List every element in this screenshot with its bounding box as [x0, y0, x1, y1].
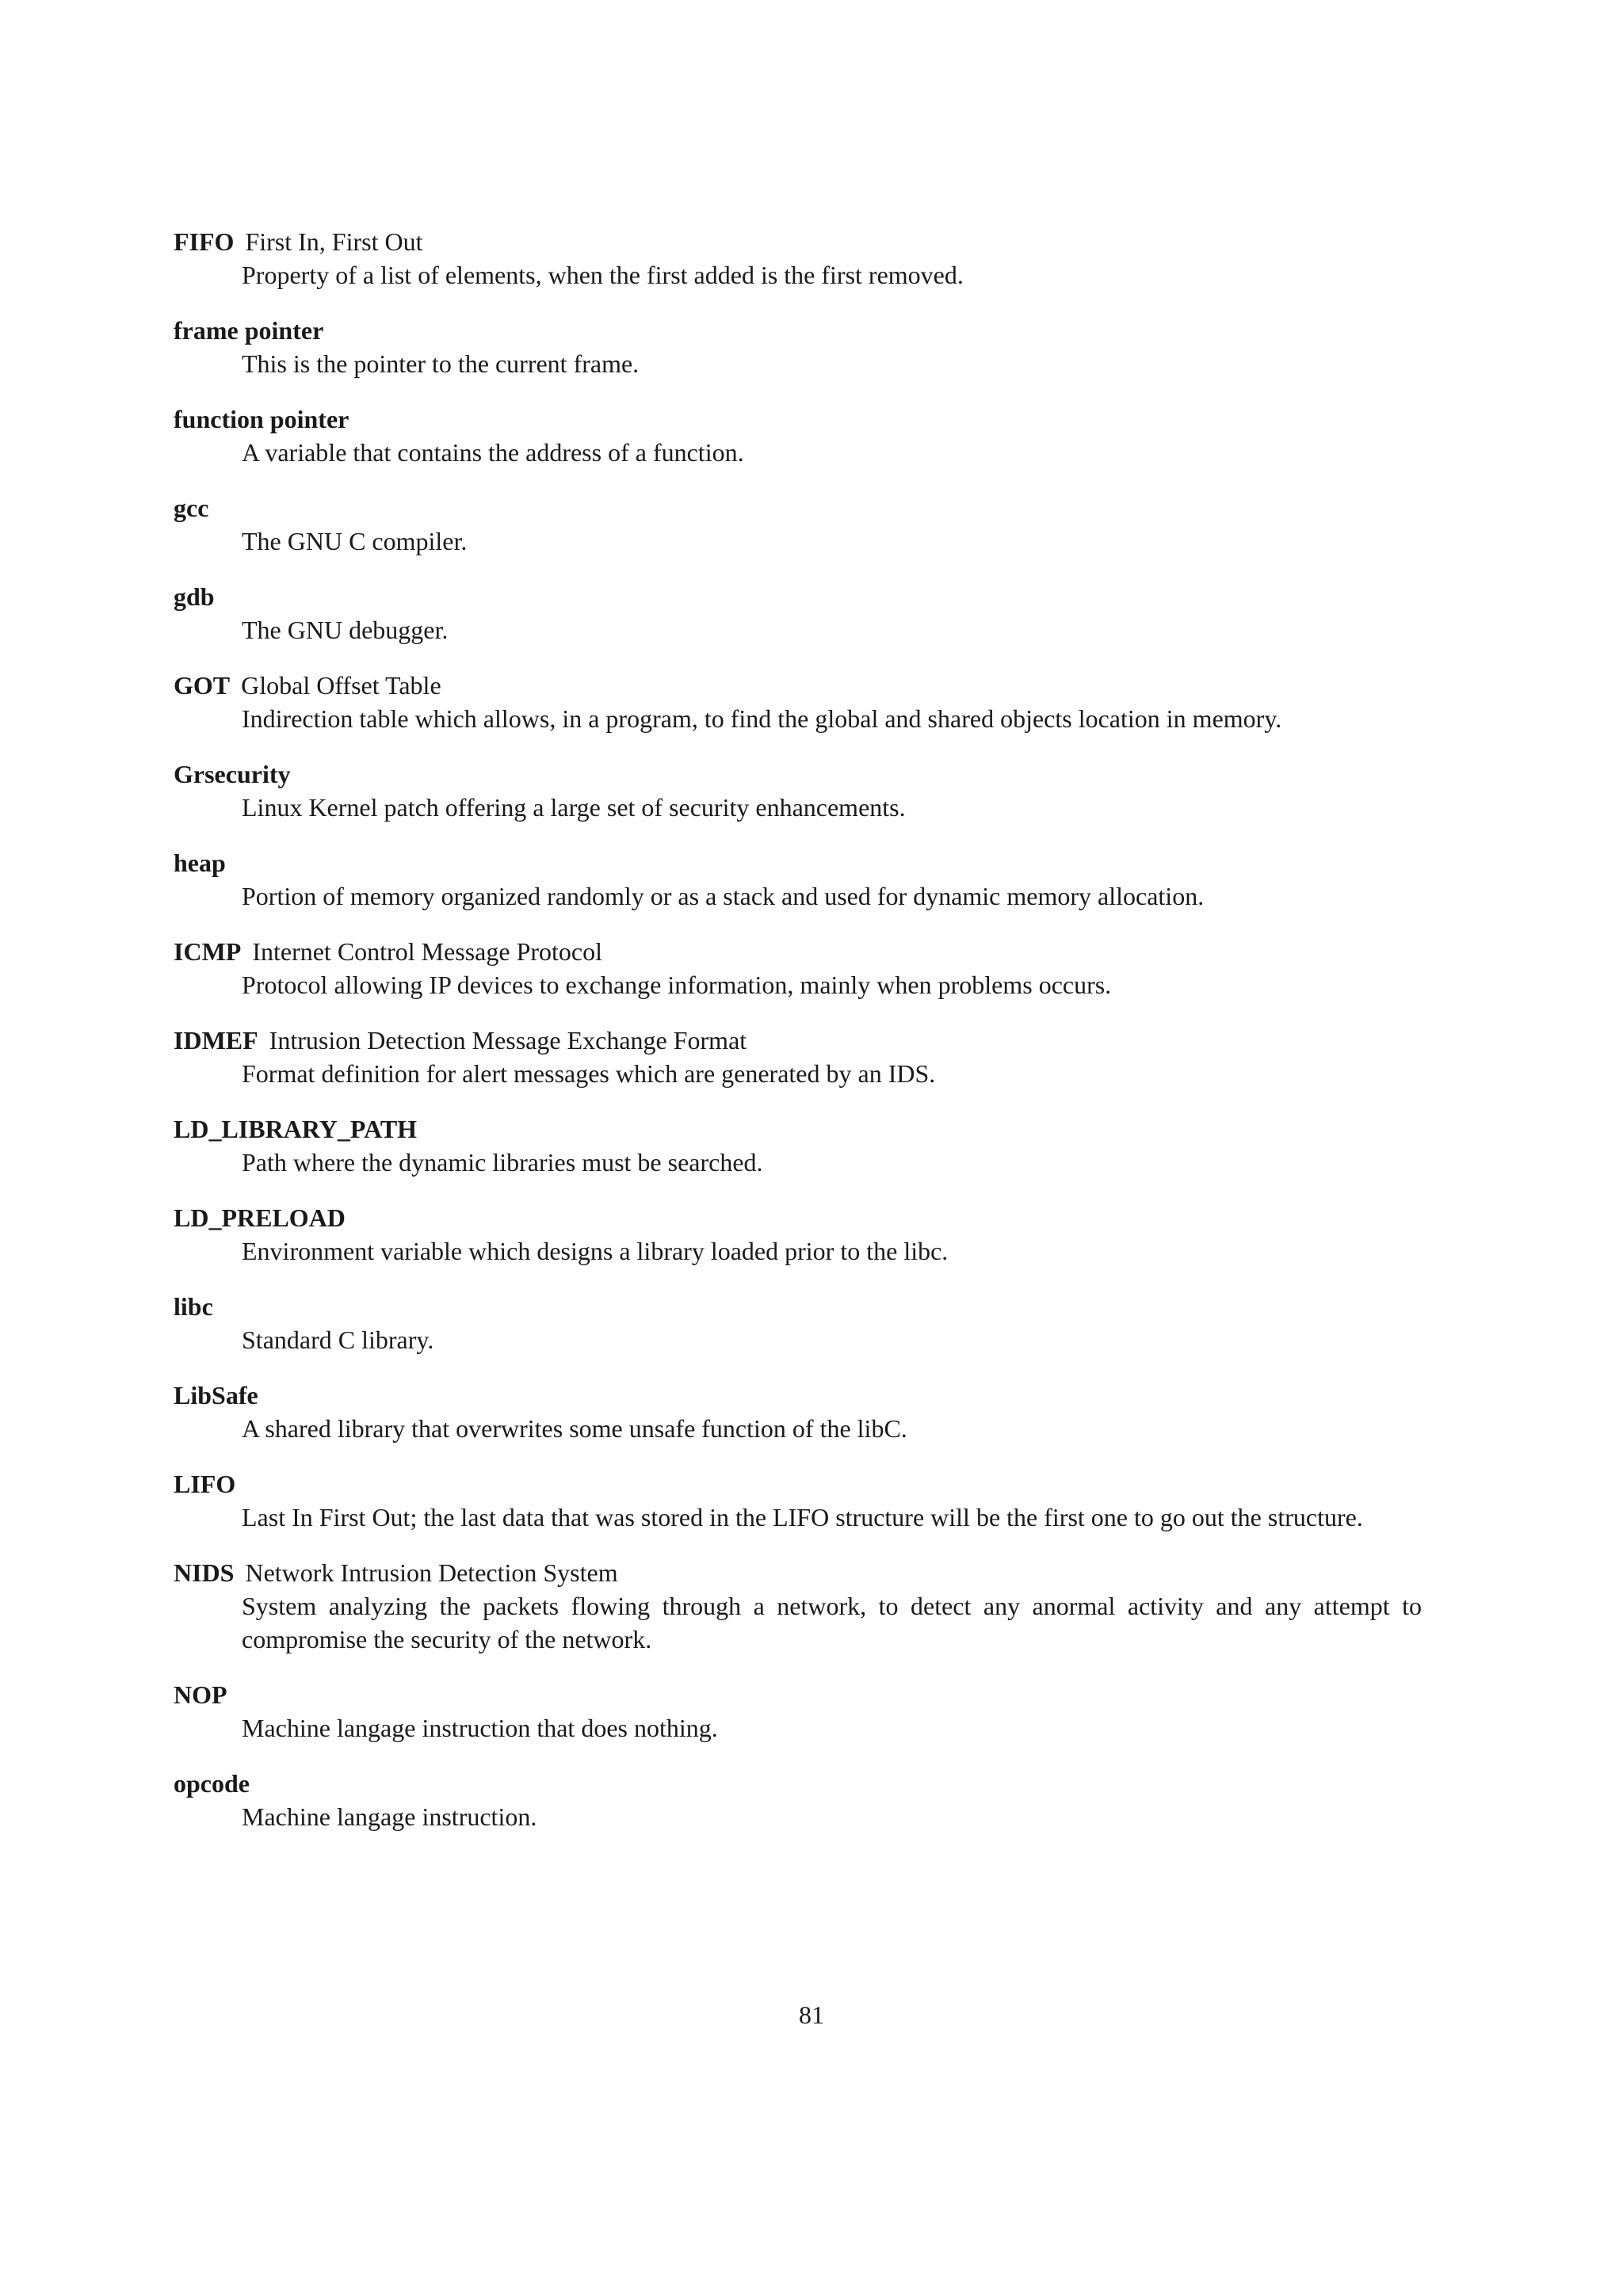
glossary-definition: This is the pointer to the current frame. — [242, 349, 640, 378]
glossary-term: opcode — [174, 1769, 250, 1798]
glossary-term: ICMP — [174, 937, 242, 966]
glossary-entry-libsafe — [174, 1379, 1422, 1445]
glossary-entry-function-pointer — [174, 402, 1422, 469]
glossary-term: function pointer — [174, 405, 349, 433]
glossary-definition: A shared library that overwrites some unsafe function of the libC. — [242, 1414, 907, 1443]
glossary-entry-lifo — [174, 1467, 1422, 1534]
glossary-term: heap — [174, 849, 226, 877]
glossary-entry-ld-preload — [174, 1201, 1422, 1268]
glossary-term: libc — [174, 1292, 213, 1321]
glossary-term: FIFO — [174, 227, 235, 256]
glossary-term-expansion: Global Offset Table — [241, 671, 441, 700]
glossary-entry-gcc — [174, 491, 1422, 558]
glossary-definition: Machine langage instruction that does nothing. — [242, 1714, 718, 1742]
glossary-definition: Standard C library. — [242, 1325, 434, 1354]
page-number: 81 — [799, 2000, 824, 2029]
glossary-entry-frame-pointer — [174, 314, 1422, 380]
glossary-term: Grsecurity — [174, 760, 291, 788]
glossary-definition: The GNU debugger. — [242, 616, 449, 644]
glossary-entry-nop — [174, 1678, 1422, 1745]
glossary-term: LD_LIBRARY_PATH — [174, 1115, 418, 1143]
glossary-term: NOP — [174, 1680, 227, 1709]
glossary-term: LibSafe — [174, 1381, 258, 1409]
glossary-term-expansion: Network Intrusion Detection System — [245, 1558, 618, 1587]
glossary-definition: System analyzing the packets flowing through a network, to detect any anormal activity and any attempt to compromise the security of the network. — [242, 1592, 1422, 1653]
glossary-definition: Format definition for alert messages which are generated by an IDS. — [242, 1059, 936, 1088]
glossary-entry-heap — [174, 846, 1422, 913]
glossary-definition: Linux Kernel patch offering a large set of security enhancements. — [242, 793, 906, 822]
glossary-definition: Last In First Out; the last data that was stored in the LIFO structure will be the first one to go out the structure. — [242, 1503, 1363, 1531]
glossary-term: gdb — [174, 582, 215, 611]
glossary-term: LIFO — [174, 1470, 236, 1498]
glossary-definition: Indirection table which allows, in a program, to find the global and shared objects location in memory. — [242, 704, 1282, 733]
glossary-entry-gdb — [174, 580, 1422, 646]
glossary-entry-fifo — [174, 225, 1422, 292]
glossary-definition: A variable that contains the address of a function. — [242, 438, 744, 467]
glossary-term-expansion: Intrusion Detection Message Exchange Format — [269, 1026, 747, 1055]
glossary-term-expansion: First In, First Out — [245, 227, 423, 256]
glossary-definition: Environment variable which designs a library loaded prior to the libc. — [242, 1237, 949, 1265]
glossary-term: frame pointer — [174, 316, 324, 345]
glossary-entry-libc — [174, 1290, 1422, 1356]
glossary-definition: Property of a list of elements, when the first added is the first removed. — [242, 261, 964, 289]
glossary-entry-got — [174, 669, 1422, 735]
glossary-entry-ld-library-path — [174, 1112, 1422, 1179]
glossary-definition: Portion of memory organized randomly or as a stack and used for dynamic memory allocation. — [242, 882, 1205, 910]
glossary-term: GOT — [174, 671, 231, 700]
glossary-entry-grsecurity — [174, 757, 1422, 824]
glossary-definition: The GNU C compiler. — [242, 527, 468, 555]
glossary-term-expansion: Internet Control Message Protocol — [252, 937, 602, 966]
glossary-list — [174, 225, 1422, 1855]
glossary-entry-opcode — [174, 1767, 1422, 1833]
glossary-entry-idmef — [174, 1024, 1422, 1090]
glossary-term: LD_PRELOAD — [174, 1203, 346, 1232]
glossary-term: NIDS — [174, 1558, 235, 1587]
glossary-definition: Protocol allowing IP devices to exchange information, mainly when problems occurs. — [242, 971, 1112, 999]
glossary-definition: Path where the dynamic libraries must be searched. — [242, 1148, 763, 1177]
glossary-term: gcc — [174, 494, 209, 522]
glossary-entry-nids — [174, 1556, 1422, 1656]
glossary-entry-icmp — [174, 935, 1422, 1001]
glossary-definition: Machine langage instruction. — [242, 1802, 537, 1831]
glossary-term: IDMEF — [174, 1026, 258, 1055]
